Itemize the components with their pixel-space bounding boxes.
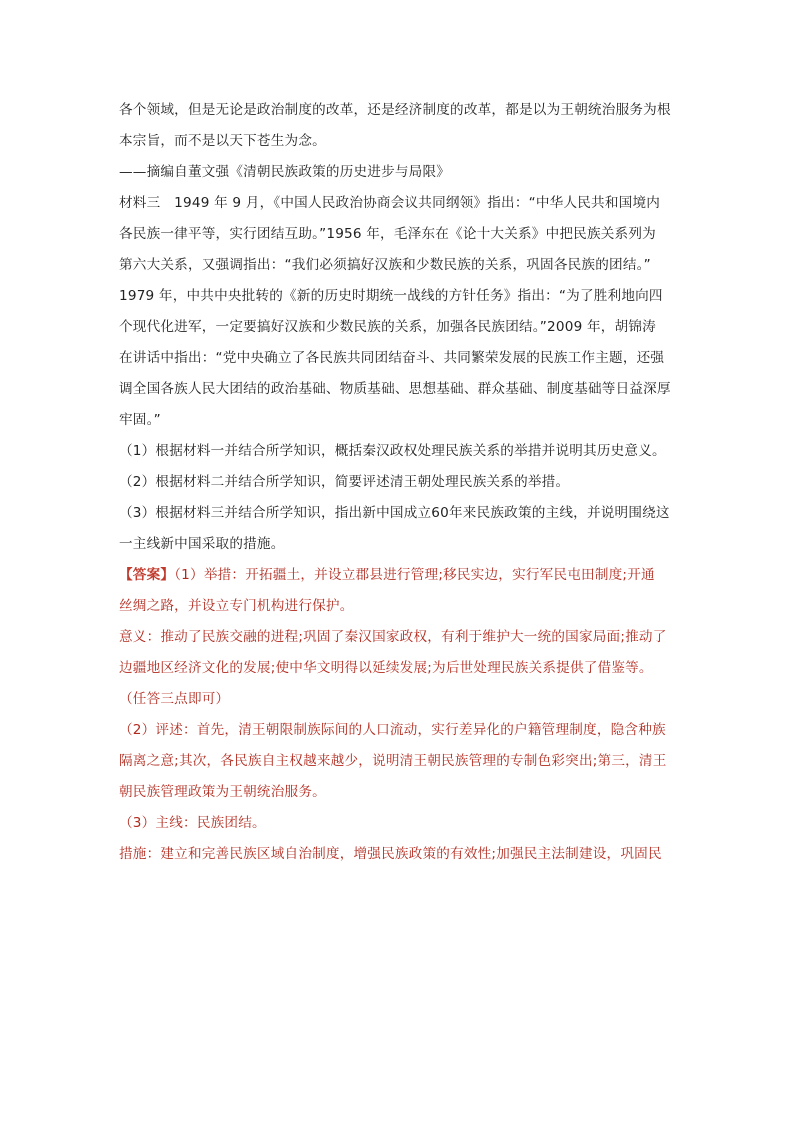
- answer-line-6: （2）评述：首先，清王朝限制族际间的人口流动，实行差异化的户籍管理制度，隐含种族: [119, 722, 666, 738]
- answer-line-2: 丝绸之路，并设立专门机构进行保护。: [119, 598, 354, 614]
- answer-tag: 【答案】: [119, 567, 175, 583]
- answer-line-1-text: （1）举措：开拓疆土，并设立郡县进行管理;移民实边，实行军民屯田制度;开通: [174, 567, 655, 583]
- material-three-line-3: 第六大关系，又强调指出：“我们必须搞好汉族和少数民族的关系，巩固各民族的团结。”: [119, 257, 651, 273]
- material-two-line-1: 各个领域，但是无论是政治制度的改革，还是经济制度的改革，都是以为王朝统治服务为根: [119, 102, 671, 118]
- answer-line-3: 意义：推动了民族交融的进程;巩固了秦汉国家政权，有利于维护大一统的国家局面;推动了: [119, 629, 667, 645]
- material-three-line-4: 1979 年，中共中央批转的《新的历史时期统一战线的方针任务》指出：“为了胜利地向四: [119, 288, 663, 304]
- document-page: [119, 95, 679, 870]
- answer-line-9: （3）主线：民族团结。: [119, 815, 266, 831]
- question-3-line-1: （3）根据材料三并结合所学知识，指出新中国成立60年来民族政策的主线，并说明围绕这: [119, 505, 670, 521]
- material-three-line-7: 调全国各族人民大团结的政治基础、物质基础、思想基础、群众基础、制度基础等日益深厚: [119, 381, 671, 397]
- answer-line-1: [119, 560, 679, 591]
- material-three-line-8: 牢固。”: [119, 412, 161, 428]
- answer-line-4: 边疆地区经济文化的发展;使中华文明得以延续发展;为后世处理民族关系提供了借鉴等。: [119, 660, 653, 676]
- answer-line-7: 隔离之意;其次，各民族自主权越来越少，说明清王朝民族管理的专制色彩突出;第三，清王: [119, 753, 667, 769]
- question-1: （1）根据材料一并结合所学知识，概括秦汉政权处理民族关系的举措并说明其历史意义。: [119, 443, 666, 459]
- question-2: （2）根据材料二并结合所学知识，简要评述清王朝处理民族关系的举措。: [119, 474, 570, 490]
- material-three-line-6: 在讲话中指出：“党中央确立了各民族共同团结奋斗、共同繁荣发展的民族工作主题，还强: [119, 350, 665, 366]
- answer-line-8: 朝民族管理政策为王朝统治服务。: [119, 784, 326, 800]
- material-three-line-5: 个现代化进军，一定要搞好汉族和少数民族的关系，加强各民族团结。”2009 年，胡锦涛: [119, 319, 656, 335]
- material-three-line-2: 各民族一律平等，实行团结互助。”1956 年，毛泽东在《论十大关系》中把民族关系列为: [119, 226, 656, 242]
- answer-line-5: （任答三点即可）: [119, 691, 230, 707]
- material-two-line-2: 本宗旨，而不是以天下苍生为念。: [119, 133, 326, 149]
- material-three-line-1: 材料三 1949 年 9 月，《中国人民政治协商会议共同纲领》指出：“中华人民共和国境内: [119, 195, 661, 211]
- material-two-source: ——摘编自董文强《清朝民族政策的历史进步与局限》: [119, 164, 451, 180]
- answer-line-10: 措施：建立和完善民族区域自治制度，增强民族政策的有效性;加强民主法制建设，巩固民: [119, 846, 662, 862]
- question-3-line-2: 一主线新中国采取的措施。: [119, 536, 285, 552]
